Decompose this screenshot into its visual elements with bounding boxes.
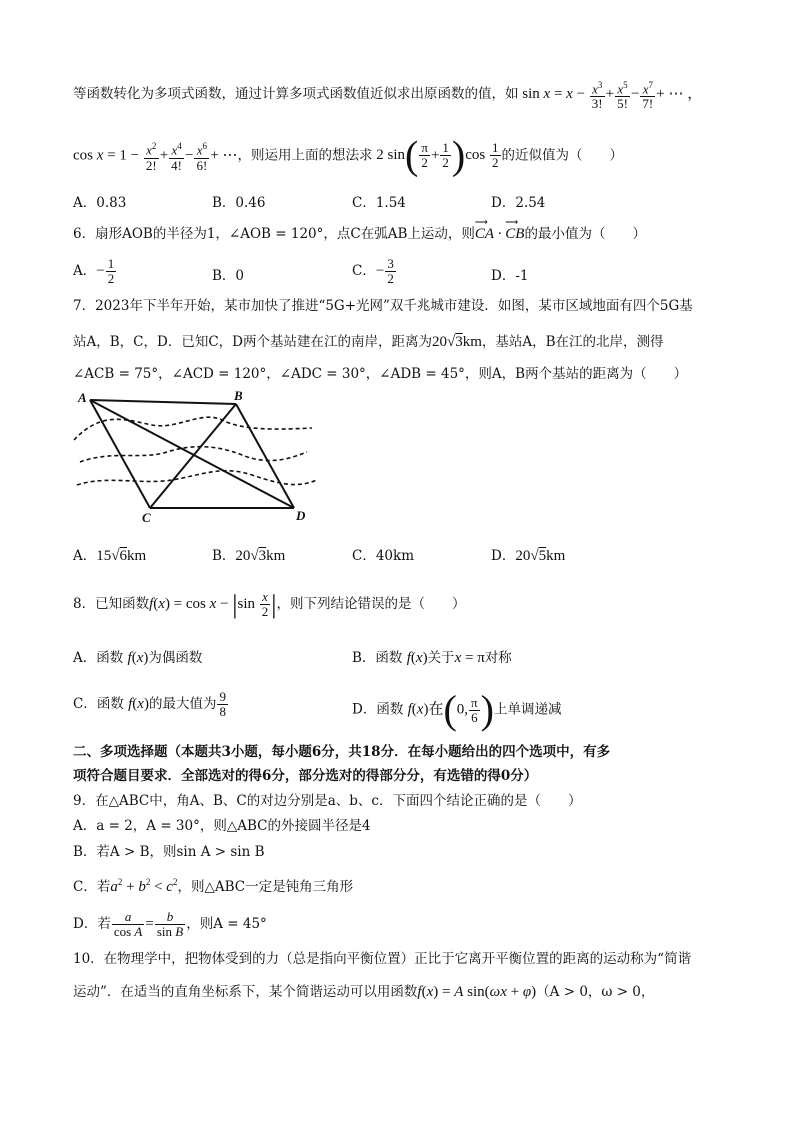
q8-stem-a: 8．已知函数	[73, 596, 150, 613]
river-figure	[72, 390, 322, 525]
q9-option-c[interactable]: C．若$a^2 + b^2 < c^2$，则△ABC一定是钝角三角形	[73, 877, 354, 895]
intro-text-2: ，则运用上面的想法求	[237, 147, 373, 164]
q10-line2: 运动”．在适当的直角坐标系下，某个简谐运动可以用函数f(x) = A sin(ωx + φ)（A > 0，ω > 0，	[73, 984, 655, 1000]
q8-opt-a-text: 为偶函数	[148, 650, 203, 666]
frac-neg-half: $\frac{1}{2}$	[107, 256, 115, 286]
vector-ca-cb: CA ⟶ · CB ⟶	[474, 217, 525, 242]
option-a[interactable]: A．0.83	[73, 195, 127, 211]
frac-x2: $\frac{x^2}{2!}$	[145, 141, 157, 173]
option-c[interactable]: C．1.54	[352, 195, 406, 211]
option-b[interactable]: B．0.46	[212, 195, 266, 211]
q6-stem-end: 的最小值为（ ）	[524, 226, 646, 242]
q10-line2b: （A > 0，ω > 0，	[536, 984, 655, 1000]
frac-x-over-2: $\frac{x}{2}$	[261, 589, 269, 620]
q7-option-a-label: A．	[73, 548, 97, 564]
q8-option-b[interactable]: B．函数 f(x)关于x = π对称	[352, 650, 512, 666]
intro-text-3: 的近似值为（ ）	[501, 147, 623, 164]
frac-neg-3half: $\frac{3}{2}$	[387, 256, 394, 286]
river-bank-3	[77, 471, 317, 485]
vertex-label-d: D	[296, 508, 306, 523]
intro-text-1: 等函数转化为多项式函数，通过计算多项式函数值近似求出原函数的值，如	[73, 86, 519, 103]
q7-option-b[interactable]: B．20√3km	[212, 548, 286, 564]
q7-option-b-label: B．	[212, 548, 236, 564]
intro-line2: cos x = 1 − $\frac{x^2}{2!}$ + $\frac{x^4}{4!}$ − $\frac{x^6}{6!}$ + ⋯，则运用上面的想法求 2 sin( $\frac{\pi}{2}$ + $\frac{1}{2}$ )cos $\frac{1}{2}$ 的近似值为（ ）	[73, 133, 623, 178]
q10-line1: 10．在物理学中，把物体受到的力（总是指向平衡位置）正比于它离开平衡位置的距离的运动称为“简谐	[73, 951, 692, 967]
q8-opt-b2-text: 对称	[484, 650, 512, 666]
q8-stem-b: ，则下列结论错误的是（ ）	[276, 596, 466, 613]
q7-option-c[interactable]: C．40km	[352, 548, 414, 564]
section2-heading-2: 项符合题目要求．全部选对的得6分，部分选对的得部分分，有选错的得0分）	[73, 768, 538, 784]
q8-opt-d-text: 上单调递减	[493, 701, 562, 718]
frac-half2: $\frac{1}{2}$	[492, 140, 499, 171]
q7-line2	[73, 333, 664, 351]
frac-x6: $\frac{x^6}{6!}$	[196, 141, 208, 173]
q9-c-post: ，则△ABC一定是钝角三角形	[177, 879, 354, 895]
q9-option-a[interactable]: A．a = 2，A = 30°，则△ABC的外接圆半径是4	[73, 818, 371, 834]
q8-opt-c-text: 的最大值为	[148, 696, 217, 712]
q6-option-a-label: A．	[73, 263, 97, 279]
frac-x7: $\frac{x^7}{7!}$	[642, 80, 654, 112]
q6-option-d[interactable]: D．-1	[491, 268, 529, 284]
frac-a-cosA: $\frac{a}{\text{cos A}}$	[113, 909, 143, 939]
q9-option-d[interactable]: D．若 $\frac{a}{\text{cos A}}$ = $\frac{b}{\text{sin B}}$ ，则A = 45°	[73, 909, 267, 939]
q7-line1: 7．2023年下半年开始，某市加快了推进“5G+光网”双千兆城市建设．如图，某市区域地面有四个5G基	[73, 298, 693, 314]
q6-option-a[interactable]: A．− $\frac{1}{2}$	[73, 256, 115, 286]
frac-9-8: $\frac{9}{8}$	[219, 689, 226, 719]
q9-stem: 9．在△ABC中，角A、B、C的对边分别是a、b、c．下面四个结论正确的是（ ）	[73, 793, 582, 809]
frac-half: $\frac{1}{2}$	[442, 140, 449, 171]
q7-line2b: ，基站A，B在江的北岸，测得	[481, 334, 664, 350]
q6-option-b[interactable]: B．0	[212, 268, 245, 284]
vertex-label-a: A	[78, 390, 87, 405]
frac-b-sinB: $\frac{b}{\text{sin B}}$	[156, 909, 184, 939]
frac-x5: $\frac{x^5}{5!}$	[617, 80, 628, 112]
cos-series: cos x = 1 −	[73, 147, 143, 164]
q8-opt-b-text: 关于	[427, 650, 455, 666]
q7-option-d-label: D．	[491, 548, 516, 564]
q7-line2a: 站A，B，C，D．已知C，D两个基站建在江的南岸，距离为	[73, 334, 432, 350]
q8-option-d[interactable]: D．函数 f(x)在(0, $\frac{\pi}{6}$ )上单调递减	[352, 687, 562, 732]
q6-option-c-label: C．	[352, 263, 376, 279]
q7-option-d[interactable]: D．20√5km	[491, 548, 566, 564]
q9-d-post: ，则A = 45°	[186, 916, 267, 932]
intro-line1: 等函数转化为多项式函数，通过计算多项式函数值近似求出原函数的值，如 sin x = x − $\frac{x^3}{3!}$ + $\frac{x^5}{5!}$ − $\frac{x^7}{7!}$ + ⋯ ，	[73, 80, 703, 112]
q6-stem-text: 6．扇形AOB的半径为1，∠AOB = 120°，点C在弧AB上运动，则	[73, 226, 475, 242]
q9-option-b[interactable]: B．若A > B，则sin A > sin B	[73, 844, 265, 860]
vertex-label-b: B	[234, 390, 243, 403]
sin-series: sin x = x −	[518, 86, 589, 103]
option-d[interactable]: D．2.54	[491, 195, 546, 211]
q8-stem: 8．已知函数f(x) = cos x − |sin $\frac{x}{2}$ |，则下列结论错误的是（ ）	[73, 589, 466, 620]
q9-c-pre: C．若	[73, 879, 111, 895]
q9-d-pre: D．若	[73, 916, 111, 932]
frac-x4: $\frac{x^4}{4!}$	[171, 141, 182, 173]
frac-x3: $\frac{x^3}{3!}$	[591, 80, 603, 112]
vertex-label-c: C	[142, 510, 151, 525]
q7-line3: ∠ACB = 75°，∠ACD = 120°，∠ADC = 30°，∠ADB = 45°，则A，B两个基站的距离为（ ）	[73, 366, 688, 382]
section2-heading-1: 二、多项选择题（本题共3小题，每小题6分，共18分．在每小题给出的四个选项中，有多	[73, 744, 611, 760]
q6-stem	[73, 217, 646, 243]
q6-option-c[interactable]: C．− $\frac{3}{2}$	[352, 256, 394, 286]
q7-option-a[interactable]: A．15√6km	[73, 548, 147, 564]
frac-pi-6: $\frac{\pi}{6}$	[471, 694, 478, 725]
edge-ab	[90, 400, 236, 404]
q8-option-c[interactable]: C．函数 f(x)的最大值为 $\frac{9}{8}$	[73, 689, 226, 719]
q8-option-a[interactable]: A．函数 f(x)为偶函数	[73, 650, 203, 666]
q10-line2a: 运动”．在适当的直角坐标系下，某个简谐运动可以用函数	[73, 984, 418, 1000]
frac-pi2: $\frac{\pi}{2}$	[421, 140, 428, 171]
target-expression: 2 sin(	[372, 133, 419, 178]
distance-cd: 20√3km	[431, 334, 482, 350]
